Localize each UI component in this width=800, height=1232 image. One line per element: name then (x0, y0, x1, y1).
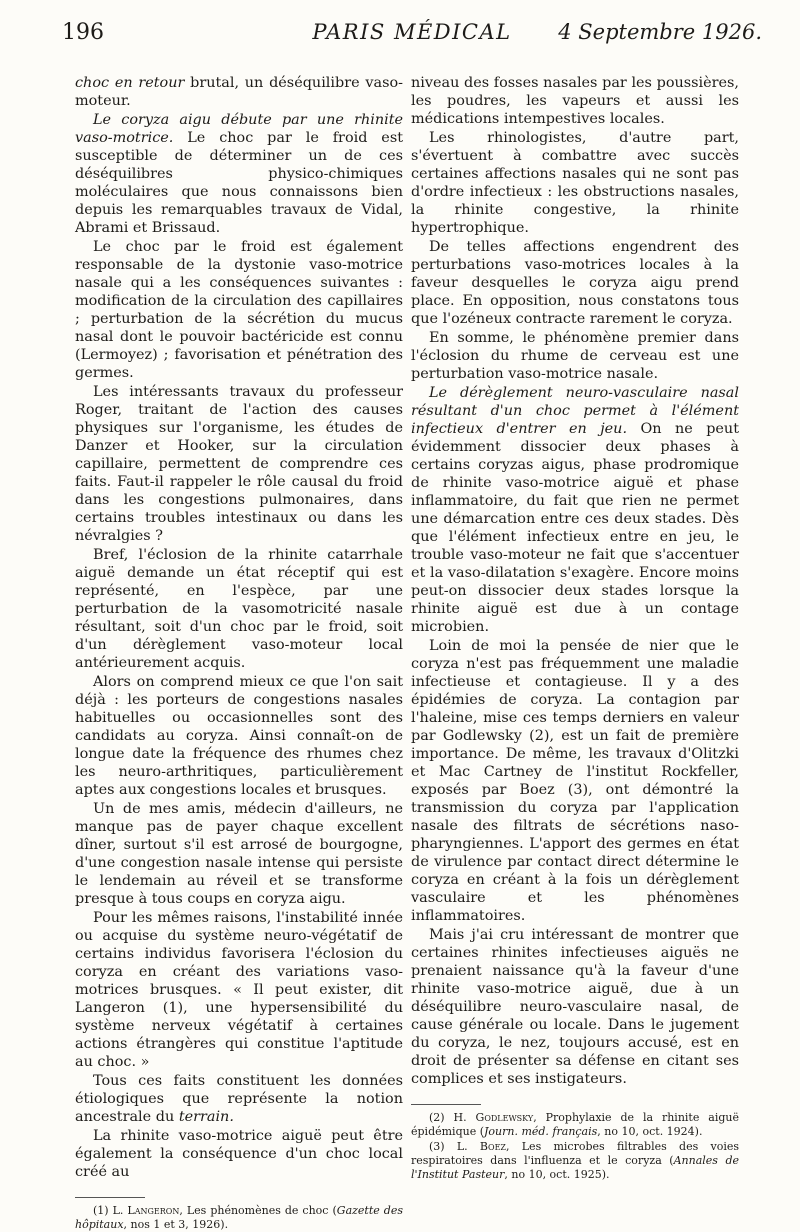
footnote-rule (411, 1104, 481, 1105)
paragraph: Loin de moi la pensée de nier que le coryza n'est pas fréquemment une maladie infectieuse et contagieuse. Il y a des épidémies de coryza. La contagion par l'haleine, mise ces temps derniers en valeur par Godlewsky (2), est un fait de première importance. De même, les travaux d'Olitzki et Mac Cartney de l'institut Rockfeller, exposés par Boez (3), ont démontré la transmission du coryza par l'application nasale des filtrats de sécrétions naso-pharyngiennes. L'apport des germes en état de virulence par contact direct détermine le coryza en créant à la fois un dérèglement vasculaire et les phénomènes inflammatoires. (411, 638, 739, 924)
paragraph-text: Le choc par le froid est susceptible de déterminer un de ces déséquilibres physico-chimiques moléculaires que nous connaissons bien depuis les remarquables travaux de Vidal, Abrami et Brissaud. (75, 130, 403, 236)
paragraph: La rhinite vaso-motrice aiguë peut être également la conséquence d'un choc local créé au (75, 1128, 403, 1180)
footnote-text: , nos 1 et 3, 1926). (123, 1218, 229, 1231)
footnote-marker: (2) (429, 1111, 454, 1124)
footnote-author: L. Langeron (112, 1204, 180, 1217)
paragraph-text: brutal, un déséquilibre vaso-moteur. (75, 75, 403, 109)
footnote-marker: (3) (429, 1140, 457, 1153)
paragraph: Pour les mêmes raisons, l'instabilité innée ou acquise du système neuro-végétatif de certains individus favorisera l'éclosion du coryza en créant des variations vaso-motrices brusques. « Il peut exister, dit Langeron (1), une hypersensibilité du système nerveux végétatif à certaines actions étrangères qui constitue l'aptitude au choc. » (75, 910, 403, 1070)
footnote-journal: Annales de l'Institut Pasteur (411, 1154, 739, 1181)
issue-date: 4 Septembre 1926. (558, 20, 762, 44)
emphasis: Le dérèglement neuro-vasculaire nasal résultant d'un choc permet à l'élément infectieux d'entrer en jeu. (411, 385, 739, 437)
paragraph (75, 1072, 403, 1126)
paragraph: Un de mes amis, médecin d'ailleurs, ne manque pas de payer chaque excellent dîner, surtout s'il est arrosé de bourgogne, d'une congestion nasale intense qui persiste le lendemain au réveil et se transforme presque à tous coups en coryza aigu. (75, 801, 403, 907)
emphasis: Le coryza aigu débute par une rhinite vaso-motrice. (75, 112, 403, 146)
footnote-1 (75, 1204, 403, 1232)
paragraph: Les intéressants travaux du professeur Roger, traitant de l'action des causes physiques sur l'organisme, les études de Danzer et Hooker, sur la circulation capillaire, permettent de comprendre ces faits. Faut-il rappeler le rôle causal du froid dans les congestions pulmonaires, dans certains troubles intestinaux ou dans les névralgies ? (75, 384, 403, 544)
paragraph: Mais j'ai cru intéressant de montrer que certaines rhinites infectieuses aiguës ne prenaient naissance qu'à la faveur d'une rhinite vaso-motrice aiguë, due à un déséquilibre neuro-vasculaire nasal, de cause générale ou locale. Dans le jugement du coryza, le nez, toujours accusé, est en droit de présenter sa défense en citant ses complices et ses instigateurs. (411, 927, 739, 1087)
footnote-author: L. Boez (456, 1140, 506, 1153)
paragraph: Alors on comprend mieux ce que l'on sait déjà : les porteurs de congestions nasales habituelles ou occasionnelles sont des candidats au coryza. Ainsi connaît-on de longue date la fréquence des rhumes chez les neuro-arthritiques, particulièrement aptes aux congestions locales et brusques. (75, 674, 403, 798)
footnote-journal: Journ. méd. français (484, 1125, 598, 1138)
footnote-2 (411, 1111, 739, 1139)
paragraph: Les rhinologistes, d'autre part, s'évertuent à combattre avec succès certaines affections nasales qui ne sont pas d'ordre infectieux : les obstructions nasales, la rhinite congestive, la rhinite hypertrophique. (411, 130, 739, 236)
footnote-journal: Gazette des hôpitaux (75, 1204, 403, 1231)
running-header (62, 20, 762, 52)
right-column (411, 74, 739, 1182)
paragraph-text: Tous ces faits constituent les données étiologiques que représente la notion ancestrale du (75, 1073, 403, 1125)
footnote-text: , Prophylaxie de la rhinite aiguë épidémique ( (411, 1111, 739, 1138)
paragraph (75, 74, 403, 110)
paragraph: Bref, l'éclosion de la rhinite catarrhale aiguë demande un état réceptif qui est représenté, en l'espèce, par une perturbation de la vasomotricité nasale résultant, soit d'un choc par le froid, soit d'un dérèglement vaso-moteur local antérieurement acquis. (75, 547, 403, 671)
page-number: 196 (62, 20, 104, 45)
emphasis: choc en retour (75, 75, 185, 91)
footnote-text: , no 10, oct. 1924). (597, 1125, 703, 1138)
emphasis: terrain. (178, 1109, 234, 1125)
paragraph (411, 384, 739, 636)
paragraph (75, 111, 403, 237)
left-column (75, 74, 403, 1232)
paragraph: En somme, le phénomène premier dans l'éclosion du rhume de cerveau est une perturbation vaso-motrice nasale. (411, 330, 739, 382)
paragraph: niveau des fosses nasales par les poussières, les poudres, les vapeurs et aussi les médications intempestives locales. (411, 75, 739, 127)
footnote-text: , Les phénomènes de choc ( (179, 1204, 337, 1217)
paragraph-text: On ne peut évidemment dissocier deux phases à certains coryzas aigus, phase prodromique de rhinite vaso-motrice aiguë et phase inflammatoire, du fait que rien ne permet une démarcation entre ces deux stades. Dès que l'élément infectieux entre en jeu, le trouble vaso-moteur ne fait que s'accentuer et la vaso-dilatation s'exagère. Encore moins peut-on dissocier deux stades lorsque la rhinite aiguë est due à un contage microbien. (411, 421, 739, 635)
paragraph: De telles affections engendrent des perturbations vaso-motrices locales à la faveur desquelles le coryza aigu prend place. En opposition, nous constatons tous que l'ozéneux contracte rarement le coryza. (411, 239, 739, 327)
footnote-marker: (1) (93, 1204, 113, 1217)
footnote-text: , Les microbes filtrables des voies respiratoires dans l'influenza et le coryza ( (411, 1140, 740, 1167)
journal-title: PARIS MÉDICAL (312, 20, 512, 44)
footnote-3 (411, 1140, 739, 1182)
footnote-author: H. Godlewsky (453, 1111, 534, 1124)
paragraph: Le choc par le froid est également responsable de la dystonie vaso-motrice nasale qui a les conséquences suivantes : modification de la circulation des capillaires ; perturbation de la sécrétion du mucus nasal dont le pouvoir bactéricide est connu (Lermoyez) ; favorisation et pénétration des germes. (75, 239, 403, 381)
footnote-rule (75, 1197, 145, 1198)
footnote-text: , no 10, oct. 1925). (504, 1168, 610, 1181)
